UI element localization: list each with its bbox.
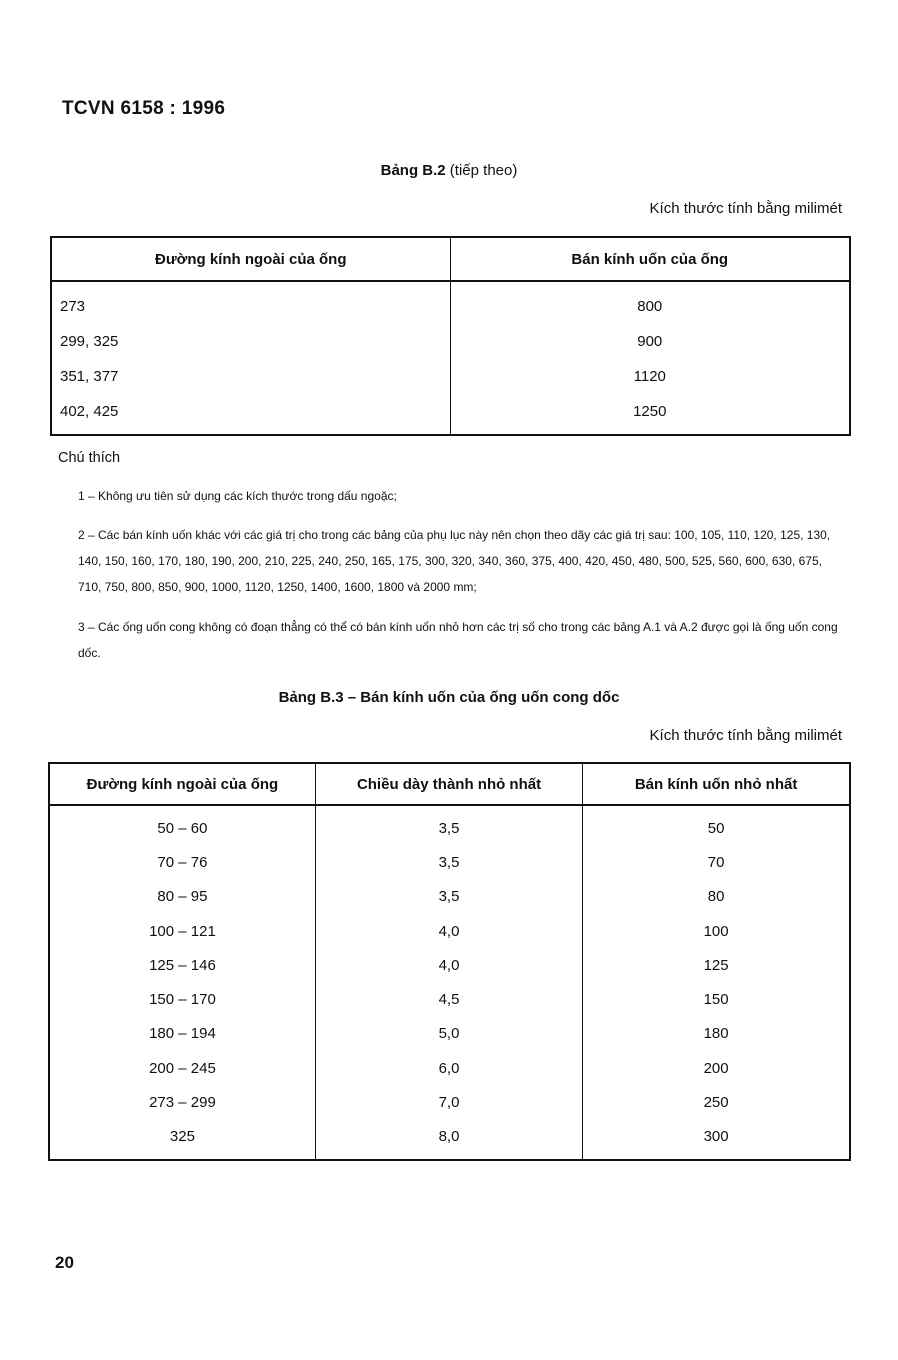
table-cell: 80 <box>583 880 850 914</box>
table-row <box>49 948 850 982</box>
notes-title: Chú thích <box>58 450 121 466</box>
table-cell: 273 – 299 <box>49 1085 315 1119</box>
column-header: Bán kính uốn nhỏ nhất <box>583 763 850 805</box>
table-cell: 200 <box>583 1051 850 1085</box>
table-cell: 273 <box>51 281 450 324</box>
column-header: Chiều dày thành nhỏ nhất <box>315 763 582 805</box>
table-b3-unit-note: Kích thước tính bằng milimét <box>649 727 842 744</box>
note-item: 1 – Không ưu tiên sử dụng các kích thước trong dấu ngoặc; <box>78 489 397 503</box>
table-cell: 5,0 <box>315 1017 582 1051</box>
column-header: Đường kính ngoài của ống <box>49 763 315 805</box>
table-cell: 125 – 146 <box>49 948 315 982</box>
table-b2-unit-note: Kích thước tính bằng milimét <box>649 200 842 217</box>
table-b2 <box>50 236 851 436</box>
table-cell: 250 <box>583 1085 850 1119</box>
table-cell: 300 <box>583 1120 850 1160</box>
table-cell: 800 <box>450 281 850 324</box>
table-cell: 150 – 170 <box>49 982 315 1016</box>
table-cell: 70 – 76 <box>49 845 315 879</box>
table-cell: 900 <box>450 324 850 359</box>
table-cell: 180 – 194 <box>49 1017 315 1051</box>
note-item: 3 – Các ống uốn cong không có đoạn thẳng có thể có bán kính uốn nhỏ hơn các trị số cho trong các bảng A.1 và A.2 được gọi là ống uốn cong dốc. <box>78 620 838 660</box>
table-cell: 100 – 121 <box>49 914 315 948</box>
table-row <box>49 914 850 948</box>
table-cell: 4,0 <box>315 948 582 982</box>
table-cell: 6,0 <box>315 1051 582 1085</box>
table-row <box>51 281 850 324</box>
table-row <box>49 805 850 845</box>
table-row <box>49 1051 850 1085</box>
table-cell: 8,0 <box>315 1120 582 1160</box>
table-cell: 70 <box>583 845 850 879</box>
table-row <box>51 324 850 359</box>
note-item: 2 – Các bán kính uốn khác với các giá trị cho trong các bảng của phụ lục này nên chọn theo dãy các giá trị sau: 100, 105, 110, 120, 125, 130, 140, 150, 160, 170, 180, 190, 200, 210, 225, 240, 250, 165, 175, 300, 320, 340, 360, 375, 400, 420, 450, 480, 500, 525, 560, 600, 630, 675, 710, 750, 800, 850, 900, 1000, 1120, 1250, 1400, 1600, 1800 và 2000 mm; <box>78 528 831 594</box>
table-b3-caption: Bảng B.3 – Bán kính uốn của ống uốn cong dốc <box>278 689 620 706</box>
table-cell: 100 <box>583 914 850 948</box>
table-cell: 351, 377 <box>51 359 450 394</box>
table-cell: 1120 <box>450 359 850 394</box>
table-row <box>49 845 850 879</box>
table-cell: 80 – 95 <box>49 880 315 914</box>
table-cell: 3,5 <box>315 880 582 914</box>
table-row <box>49 1017 850 1051</box>
table-header-row <box>49 763 850 805</box>
table-cell: 50 – 60 <box>49 805 315 845</box>
table-row <box>51 394 850 435</box>
column-header: Bán kính uốn của ống <box>450 237 850 281</box>
table-cell: 325 <box>49 1120 315 1160</box>
table-row <box>49 880 850 914</box>
table-b3 <box>48 762 851 1161</box>
table-row <box>49 1120 850 1160</box>
table-cell: 1250 <box>450 394 850 435</box>
table-cell: 402, 425 <box>51 394 450 435</box>
page-number: 20 <box>55 1253 74 1272</box>
table-cell: 299, 325 <box>51 324 450 359</box>
table-b2-caption-label: Bảng B.2 <box>380 162 446 179</box>
table-cell: 3,5 <box>315 845 582 879</box>
table-cell: 4,0 <box>315 914 582 948</box>
column-header: Đường kính ngoài của ống <box>51 237 450 281</box>
table-cell: 3,5 <box>315 805 582 845</box>
table-row <box>49 1085 850 1119</box>
table-cell: 150 <box>583 982 850 1016</box>
table-cell: 180 <box>583 1017 850 1051</box>
table-header-row <box>51 237 850 281</box>
table-cell: 125 <box>583 948 850 982</box>
standard-code: TCVN 6158 : 1996 <box>62 98 226 119</box>
table-cell: 7,0 <box>315 1085 582 1119</box>
table-cell: 4,5 <box>315 982 582 1016</box>
table-row <box>49 982 850 1016</box>
table-cell: 200 – 245 <box>49 1051 315 1085</box>
table-cell: 50 <box>583 805 850 845</box>
table-b2-caption <box>0 162 898 179</box>
table-row <box>51 359 850 394</box>
table-b2-caption-suffix: (tiếp theo) <box>445 162 518 179</box>
